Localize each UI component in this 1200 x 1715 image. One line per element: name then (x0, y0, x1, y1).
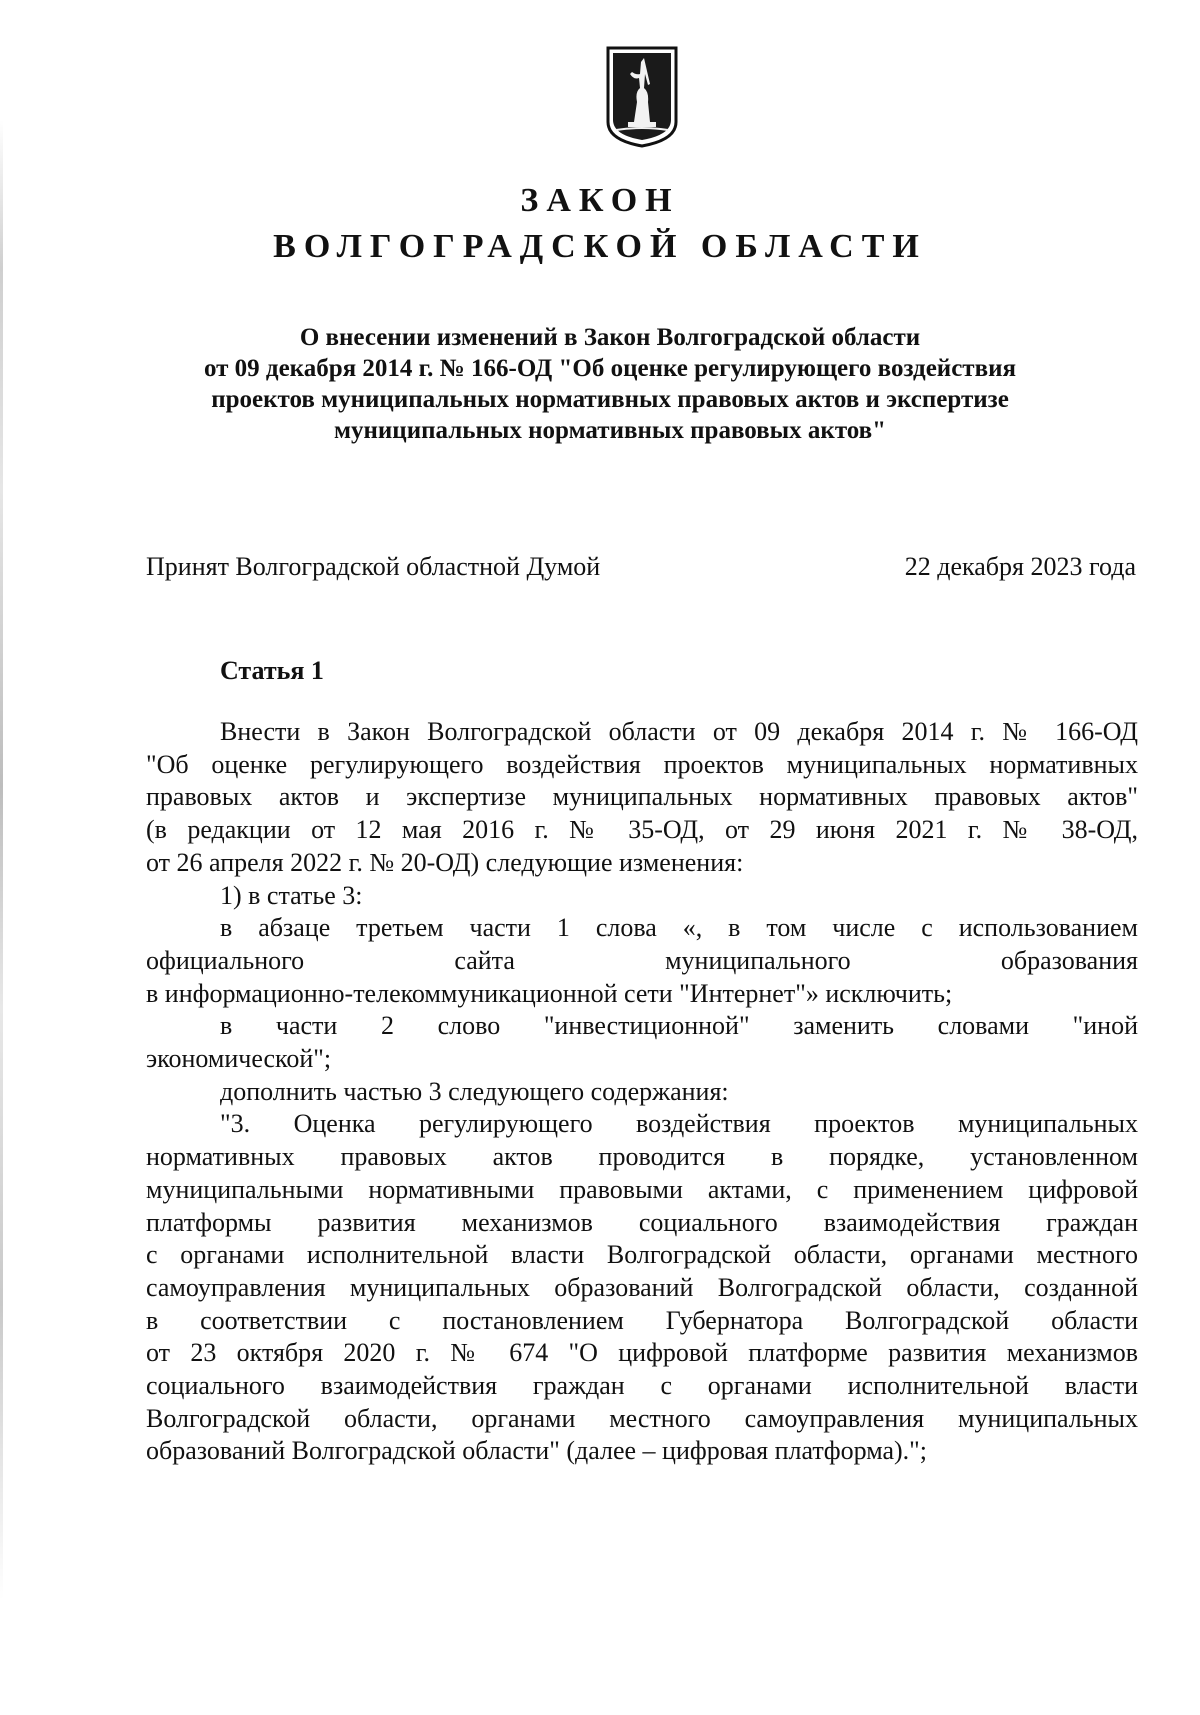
subject-line: от 09 декабря 2014 г. № 166-ОД "Об оценке регулирующего воздействия (203, 355, 1017, 382)
body-line: образований Волгоградской области" (далее – цифровая платформа)."; (146, 1436, 928, 1466)
body-line: нормативных правовых актов проводится в порядке, установленном (146, 1142, 1138, 1172)
body-line: "Об оценке регулирующего воздействия проектов муниципальных нормативных (146, 749, 1138, 779)
coat-of-arms-icon (604, 44, 680, 150)
body-line: от 26 апреля 2022 г. № 20-ОД) следующие изменения: (146, 847, 744, 877)
body-line: правовых актов и экспертизе муниципальных нормативных правовых актов" (146, 782, 1138, 812)
adopted-by: Принят Волгоградской областной Думой (146, 552, 601, 581)
adoption-date: 22 декабря 2023 года (904, 552, 1136, 581)
body-line: (в редакции от 12 мая 2016 г. № 35-ОД, от 29 июня 2021 г. № 38-ОД, (146, 815, 1138, 845)
scan-edge-artifact (0, 120, 3, 1600)
body-line: экономической"; (146, 1044, 332, 1074)
body-line: 1) в статье 3: (220, 880, 363, 910)
subject-line: О внесении изменений в Закон Волгоградской области (299, 324, 921, 351)
body-line: Внести в Закон Волгоградской области от 09 декабря 2014 г. № 166-ОД (220, 717, 1138, 746)
body-line: официального сайта муниципального образования (146, 945, 1138, 975)
body-line: дополнить частью 3 следующего содержания: (220, 1076, 729, 1106)
body-line: платформы развития механизмов социального взаимодействия граждан (146, 1207, 1138, 1237)
body-line: в соответствии с постановлением Губернатора Волгоградской области (146, 1305, 1138, 1335)
body-line: "3. Оценка регулирующего воздействия проектов муниципальных (220, 1109, 1138, 1139)
body-line: в части 2 слово "инвестиционной" заменить словами "иной (220, 1011, 1138, 1041)
law-title-line1: ЗАКОН (520, 182, 680, 219)
body-line: в абзаце третьем части 1 слова «, в том числе с использованием (220, 913, 1138, 943)
body-line: от 23 октября 2020 г. № 674 "О цифровой платформе развития механизмов (146, 1338, 1138, 1368)
article-heading: Статья 1 (220, 656, 324, 685)
body-line: с органами исполнительной власти Волгоградской области, органами местного (146, 1240, 1138, 1270)
body-line: в информационно-телекоммуникационной сети "Интернет"» исключить; (146, 978, 953, 1008)
law-title-line2: ВОЛГОГРАДСКОЙ ОБЛАСТИ (273, 228, 927, 265)
subject-line: проектов муниципальных нормативных правовых актов и экспертизе (211, 386, 1009, 413)
law-subject (120, 322, 1100, 446)
body-line: самоуправления муниципальных образований Волгоградской области, созданной (146, 1272, 1138, 1302)
subject-line: муниципальных нормативных правовых актов" (333, 417, 887, 444)
body-line: муниципальными нормативными правовыми актами, с применением цифровой (146, 1174, 1138, 1204)
article-body (146, 716, 1138, 1468)
body-line: Волгоградской области, органами местного самоуправления муниципальных (146, 1403, 1138, 1433)
body-line: социального взаимодействия граждан с органами исполнительной власти (146, 1371, 1138, 1401)
